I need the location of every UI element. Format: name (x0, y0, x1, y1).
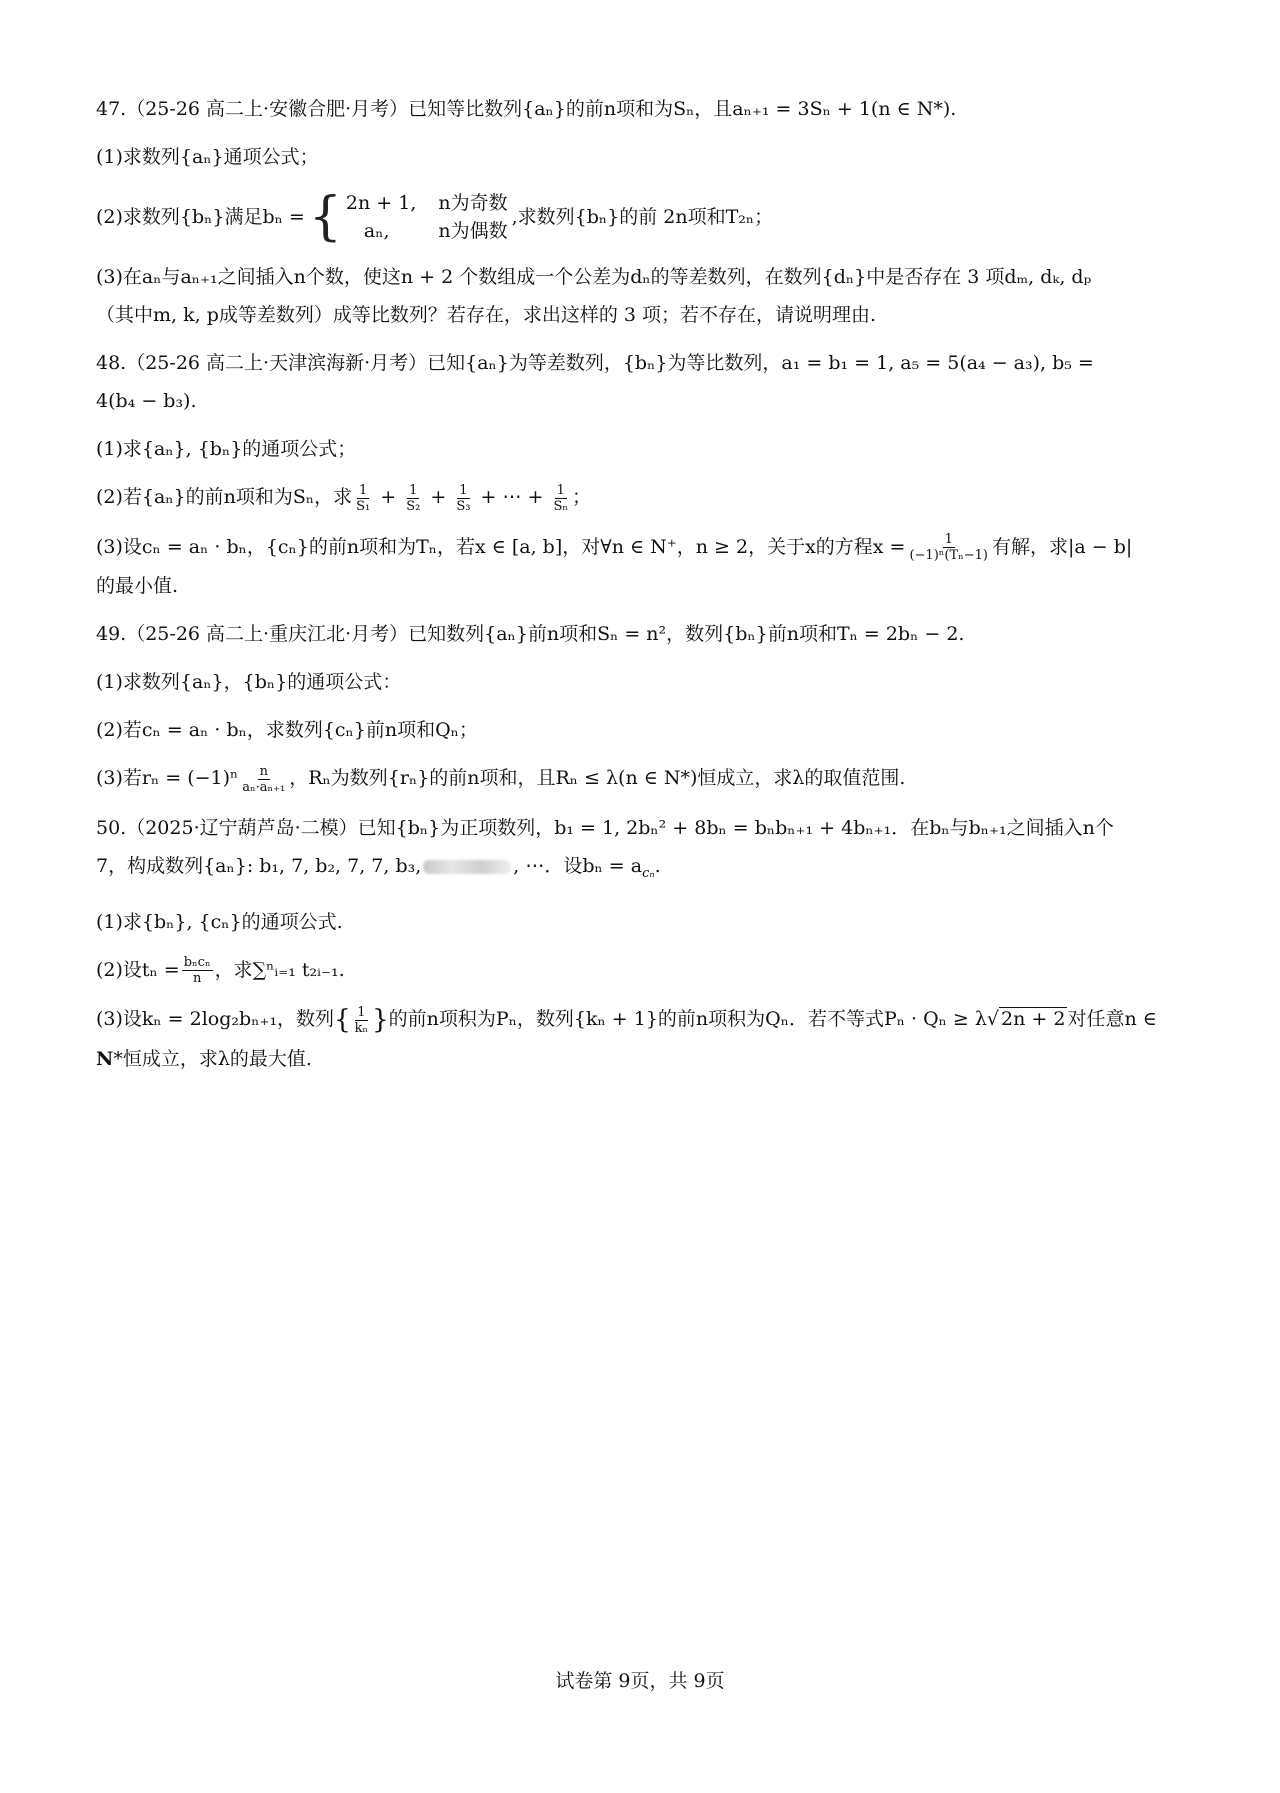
case2-cond: n为偶数 (438, 220, 508, 242)
q48-part1: (1)求{aₙ}, {bₙ}的通项公式； (96, 438, 357, 460)
q47-part3-line2: （其中m, k, p成等差数列）成等比数列？若存在，求出这样的 3 项；若不存在，请说明理由. (96, 304, 877, 326)
q50-part3: (3)设kₙ = 2log₂bₙ₊₁，数列{ $\frac{1}{\text{kₙ}}$ }的前n项积为Pₙ，数列{kₙ + 1}的前n项积为Qₙ．若不等式Pₙ · Qₙ ≥ λ√ 2n + 2 对任意n ∈ (96, 1004, 1157, 1036)
exam-page (96, 92, 1191, 1092)
natural-numbers-symbol: N (96, 1047, 114, 1070)
q49-part3-text-a: (3)若rₙ = (−1)ⁿ (96, 767, 239, 789)
q50-part3-line2 (96, 1044, 1191, 1074)
fraction-1-over-s1: $\frac{1}{\text{S₁}}$ (356, 482, 371, 514)
q48-part3 (96, 532, 1191, 564)
q50-part2-text-b: ，求∑ⁿᵢ₌₁ t₂ᵢ₋₁. (214, 958, 345, 981)
q50-k-fraction: $\frac{1}{\text{kₙ}}$ (354, 1004, 369, 1036)
q50-sequence-text: 7，构成数列{aₙ}: b₁, 7, b₂, 7, 7, b₃, (96, 854, 422, 877)
q49-part2: (2)若cₙ = aₙ · bₙ，求数列{cₙ}前n项和Qₙ； (96, 719, 478, 741)
q48-equation-fraction: $\frac{1}{\text{(−1)ⁿ(Tₙ−1)}}$ (909, 532, 989, 563)
q50-period: . (654, 854, 661, 877)
case2-expr: aₙ, (363, 220, 390, 242)
q48-part3-text-a: (3)设cₙ = aₙ · bₙ，{cₙ}的前n项和为Tₙ，若x ∈ [a, b]，对∀n ∈ N⁺，n ≥ 2，关于x的方程x = (96, 535, 906, 558)
q47-part1: (1)求数列{aₙ}通项公式； (96, 146, 319, 168)
fraction-1-over-sn: $\frac{1}{\text{Sₙ}}$ (553, 482, 569, 514)
q50-part2-text-a: (2)设tₙ = (96, 958, 180, 981)
q49-head: 49.（25-26 高二上·重庆江北·月考）已知数列{aₙ}前n项和Sₙ = n²，数列{bₙ}前n项和Tₙ = 2bₙ − 2. (96, 623, 965, 645)
q49-part3 (96, 763, 1191, 795)
fraction-1-over-s3: $\frac{1}{\text{S₃}}$ (456, 482, 471, 514)
q50-part3-line2-text: *恒成立，求λ的最大值. (113, 1047, 312, 1070)
q50-t-fraction: $\frac{\text{bₙcₙ}}{n}$ (183, 955, 211, 986)
q50-head-line1: 50.（2025·辽宁葫芦岛·二模）已知{bₙ}为正项数列，b₁ = 1, 2bₙ² + 8bₙ = bₙbₙ₊₁ + 4bₙ₊₁．在bₙ与bₙ₊₁之间插入n个 (96, 816, 1114, 839)
blurred-region (423, 860, 511, 874)
q47-head: 47.（25-26 高二上·安徽合肥·月考）已知等比数列{aₙ}的前n项和为Sₙ，且aₙ₊₁ = 3Sₙ + 1(n ∈ N*). (96, 98, 957, 120)
q48-head-line2: 4(b₄ − b₃). (96, 390, 197, 412)
q49-part1: (1)求数列{aₙ}，{bₙ}的通项公式： (96, 671, 402, 693)
q49-fraction: $\frac{n}{\text{aₙ·aₙ₊₁}}$ (242, 763, 286, 795)
q50-subscript: cₙ (642, 865, 655, 881)
q50-head-line2 (96, 851, 1191, 889)
q48-part3-line2: 的最小值. (96, 575, 179, 597)
case1-expr: 2n + 1, (345, 192, 417, 214)
q50-part3-text-b: 的前n项积为Pₙ，数列{kₙ + 1}的前n项积为Qₙ．若不等式Pₙ · Qₙ ≥ λ√ (388, 1008, 1000, 1030)
q49-part3-text-b: ，Rₙ为数列{rₙ}的前n项和，且Rₙ ≤ λ(n ∈ N*)恒成立，求λ的取值范围. (289, 767, 906, 789)
fraction-1-over-s2: $\frac{1}{\text{S₂}}$ (406, 482, 421, 514)
q47-part2-text-b: ,求数列{bₙ}的前 2n项和T₂ₙ； (511, 206, 774, 228)
page-footer: 试卷第 9页，共 9页 (555, 1670, 725, 1692)
q48-part2-text: (2)若{aₙ}的前n项和为Sₙ，求 (96, 486, 353, 508)
q50-part3-text-a: (3)设kₙ = 2log₂bₙ₊₁，数列 (96, 1008, 335, 1030)
q47-part3-line1: (3)在aₙ与aₙ₊₁之间插入n个数，使这n + 2 个数组成一个公差为dₙ的等差数列，在数列{dₙ}中是否存在 3 项dₘ, dₖ, dₚ (96, 266, 1092, 288)
left-brace: { (308, 187, 342, 247)
sqrt-argument: 2n + 2 (1001, 1008, 1066, 1030)
q50-part1: (1)求{bₙ}, {cₙ}的通项公式. (96, 910, 343, 933)
q48-head-line1: 48.（25-26 高二上·天津滨海新·月考）已知{aₙ}为等差数列，{bₙ}为等比数列，a₁ = b₁ = 1, a₅ = 5(a₄ − a₃), b₅ = (96, 352, 1094, 374)
q48-part2: (2)若{aₙ}的前n项和为Sₙ，求 $\frac{1}{\text{S₁}}$ + $\frac{1}{\text{S₂}}$ + $\frac{1}{\text{S₃}}$ + ⋯ + $\frac{1}{\text{Sₙ}}$ ； (96, 482, 592, 514)
q48-part3-text-b: 有解，求|a − b| (992, 535, 1133, 558)
piecewise-definition (308, 187, 508, 247)
q50-part2 (96, 955, 1191, 987)
q47-part2 (96, 187, 1191, 247)
q47-part2-text-a: (2)求数列{bₙ}满足bₙ = (96, 206, 305, 228)
case1-cond: n为奇数 (438, 192, 508, 214)
q50-define-text: , ⋯．设bₙ = a (513, 854, 643, 877)
q50-part3-text-c: 对任意n ∈ (1067, 1008, 1157, 1030)
